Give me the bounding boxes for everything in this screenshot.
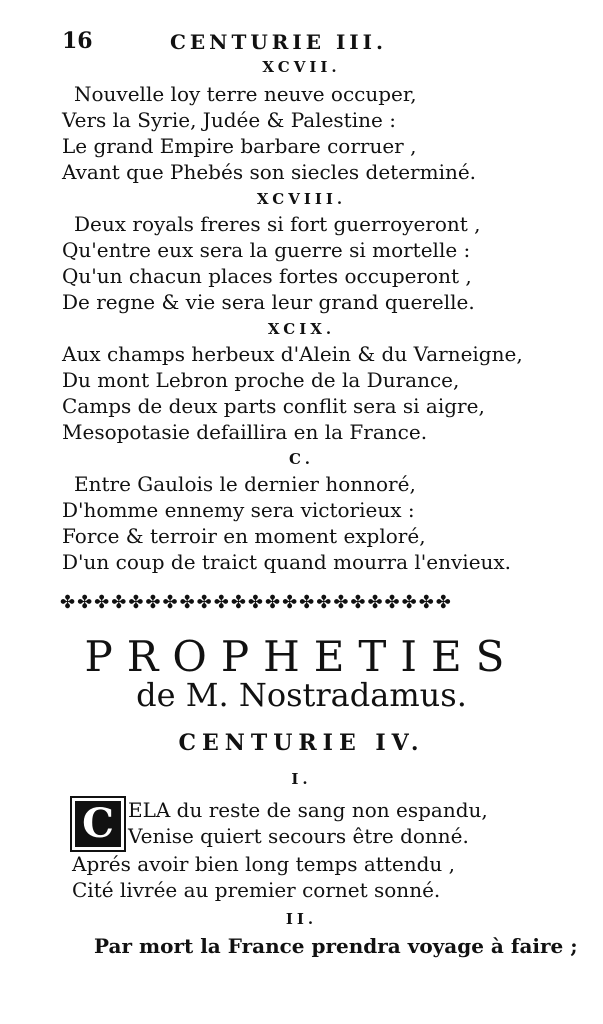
verse-line: D'un coup de traict quand mourra l'envieux.: [62, 550, 512, 574]
page-number: 16: [62, 28, 93, 54]
verse-line: ELA du reste de sang non espandu,: [128, 798, 488, 822]
drop-cap-initial: C: [70, 796, 126, 852]
verse-line: Cité livrée au premier cornet sonné.: [72, 878, 441, 902]
section-title: PROPHETIES: [84, 632, 519, 681]
verse-line: D'homme ennemy sera victorieux :: [62, 498, 415, 522]
verse-line: Mesopotasie defaillira en la France.: [62, 420, 428, 444]
verse-line: Camps de deux parts conflit sera si aigre,: [62, 394, 485, 418]
verse-line: Le grand Empire barbare corruer ,: [62, 134, 417, 158]
quatrain-number: II.: [285, 910, 318, 928]
verse-line: Qu'entre eux sera la guerre si mortelle :: [62, 238, 471, 262]
verse-line: Force & terroir en moment exploré,: [62, 524, 426, 548]
quatrain-number: I.: [291, 770, 312, 788]
section-subtitle: de M. Nostradamus.: [136, 676, 467, 714]
verse-line: Aprés avoir bien long temps attendu ,: [72, 852, 455, 876]
verse-line: Vers la Syrie, Judée & Palestine :: [62, 108, 396, 132]
verse-line: Avant que Phebés son siecles determiné.: [62, 160, 477, 184]
verse-line: Aux champs herbeux d'Alein & du Varneigne,: [62, 342, 523, 366]
verse-line: Qu'un chacun places fortes occuperont ,: [62, 264, 472, 288]
page-header: [50, 28, 570, 58]
quatrain-number: XCVIII.: [256, 190, 347, 208]
verse-line: Par mort la France prendra voyage à faire ;: [94, 934, 578, 958]
verse-line: Du mont Lebron proche de la Durance,: [62, 368, 460, 392]
verse-line: Deux royals freres si fort guerroyeront ,: [74, 212, 481, 236]
verse-line: Venise quiert secours être donné.: [128, 824, 469, 848]
running-title: CENTURIE III.: [170, 30, 387, 54]
quatrain-number: XCVII.: [262, 58, 341, 76]
verse-line: Nouvelle loy terre neuve occuper,: [74, 82, 417, 106]
verse-line: Entre Gaulois le dernier honnoré,: [74, 472, 416, 496]
ornament-band: ✤✤✤✤✤✤✤✤✤✤✤✤✤✤✤✤✤✤✤✤✤✤✤: [60, 592, 453, 613]
quatrain-number: C.: [289, 450, 314, 468]
verse-line: De regne & vie sera leur grand querelle.: [62, 290, 475, 314]
quatrain-number: XCIX.: [267, 320, 336, 338]
century-heading: CENTURIE IV.: [178, 730, 425, 756]
